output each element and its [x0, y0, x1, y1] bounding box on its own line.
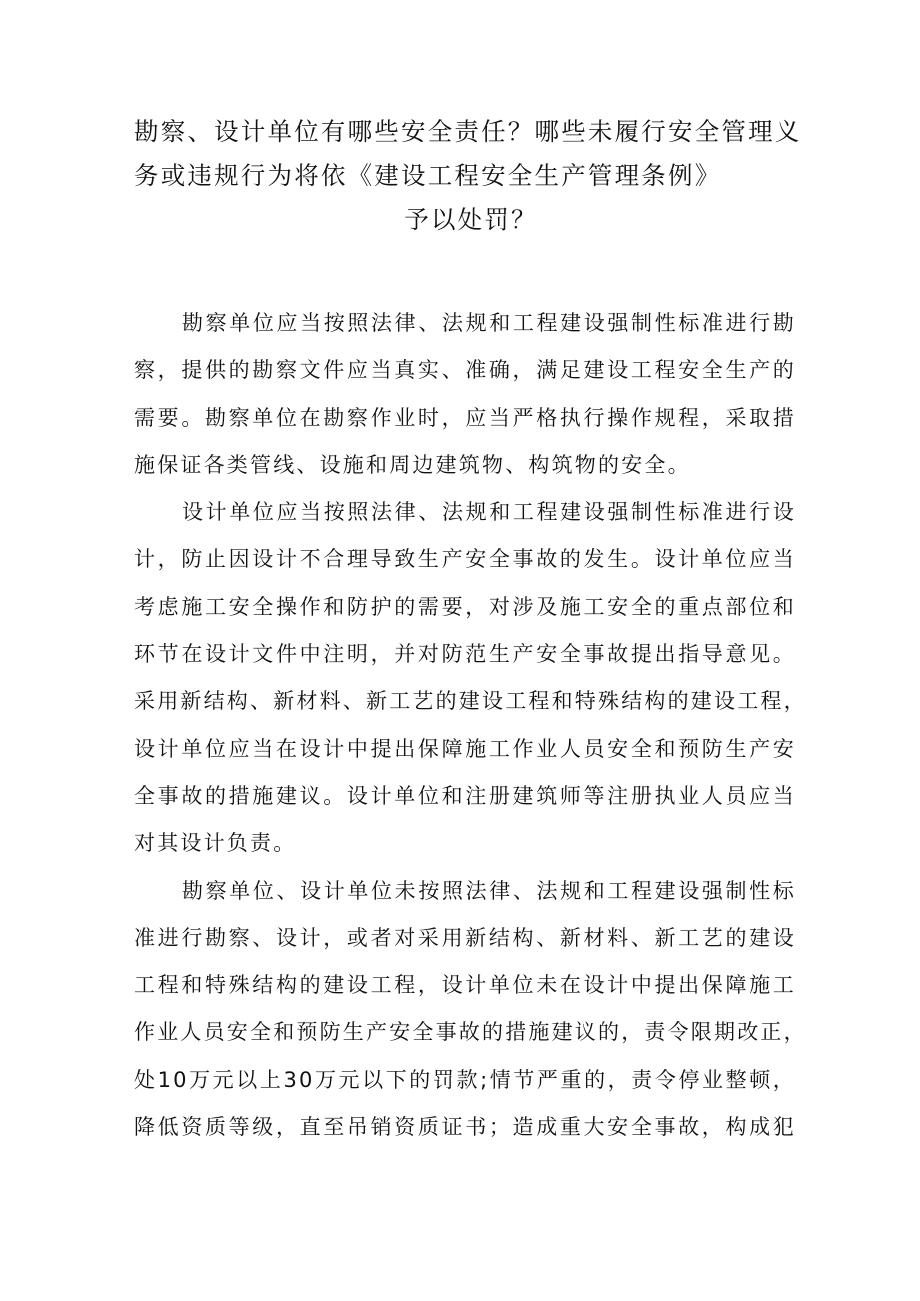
paragraph-line: 准进行勘察、设计，或者对采用新结构、新材料、新工艺的建设	[134, 925, 796, 950]
document-body	[134, 300, 807, 1151]
paragraph-penalties	[134, 868, 807, 1152]
title-line: 予以处罚？	[404, 205, 538, 234]
paragraph-line: 全事故的措施建议。设计单位和注册建筑师等注册执业人员应当	[134, 783, 796, 808]
paragraph-line: 考虑施工安全操作和防护的需要，对涉及施工安全的重点部位和	[134, 594, 796, 619]
paragraph-line: 对其设计负责。	[134, 831, 297, 856]
paragraph-design-responsibility	[134, 489, 807, 867]
paragraph-line: 降低资质等级，直至吊销资质证书；造成重大安全事故，构成犯	[134, 1115, 796, 1140]
paragraph-survey-responsibility	[134, 300, 796, 489]
paragraph-line: 作业人员安全和预防生产安全事故的措施建议的，责令限期改正，	[134, 1020, 807, 1045]
title-line: 勘察、设计单位有哪些安全责任？哪些未履行安全管理义	[134, 117, 802, 146]
paragraph-line: 处10万元以上30万元以下的罚款;情节严重的，责令停业整顿，	[134, 1067, 796, 1092]
paragraph-line: 施保证各类管线、设施和周边建筑物、构筑物的安全。	[134, 452, 691, 477]
document-title	[134, 110, 802, 242]
paragraph-line: 工程和特殊结构的建设工程，设计单位未在设计中提出保障施工	[134, 973, 796, 998]
paragraph-line: 设计单位应当在设计中提出保障施工作业人员安全和预防生产安	[134, 736, 796, 761]
paragraph-line: 设计单位应当按照法律、法规和工程建设强制性标准进行设	[182, 500, 796, 525]
paragraph-line: 察，提供的勘察文件应当真实、准确，满足建设工程安全生产的	[134, 358, 796, 383]
title-line: 务或违规行为将依《建设工程安全生产管理条例》	[134, 161, 722, 190]
paragraph-line: 需要。勘察单位在勘察作业时，应当严格执行操作规程，采取措	[134, 405, 796, 430]
paragraph-line: 勘察单位应当按照法律、法规和工程建设强制性标准进行勘	[182, 311, 796, 335]
paragraph-line: 采用新结构、新材料、新工艺的建设工程和特殊结构的建设工程，	[134, 689, 807, 714]
paragraph-line: 计，防止因设计不合理导致生产安全事故的发生。设计单位应当	[134, 547, 796, 572]
paragraph-line: 环节在设计文件中注明，并对防范生产安全事故提出指导意见。	[134, 642, 796, 667]
paragraph-line: 勘察单位、设计单位未按照法律、法规和工程建设强制性标	[182, 878, 796, 903]
